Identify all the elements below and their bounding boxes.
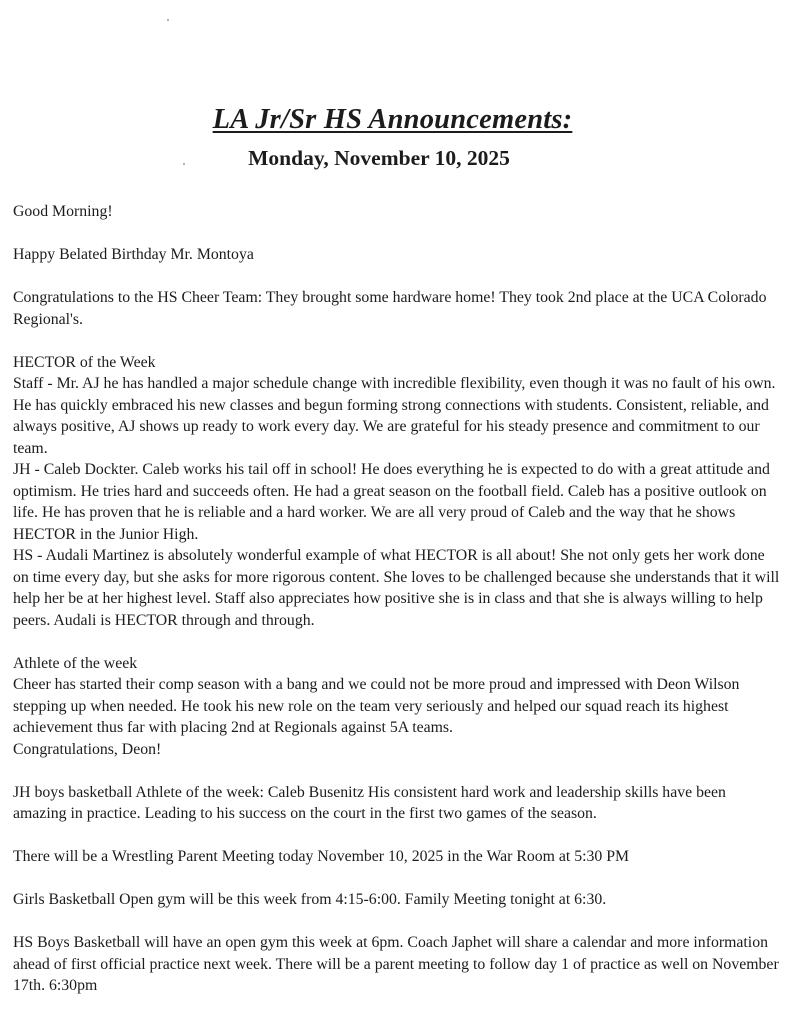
- text-line: ahead of first official practice next week. There will be a parent meeting to follow day 1 of practice as well on November: [13, 955, 779, 973]
- text-line: Cheer has started their comp season with a bang and we could not be more proud and impressed with Deon Wilson: [13, 676, 740, 693]
- announcement-paragraph: [13, 846, 788, 868]
- text-line: JH - Caleb Dockter. Caleb works his tail off in school! He does everything he is expected to do with a great attitude and: [13, 461, 770, 478]
- announcement-date: Monday, November 10, 2025: [248, 146, 510, 170]
- text-line: life. He has proven that he is reliable and a hard worker. We are all very proud of Caleb and the way that he shows: [13, 504, 736, 521]
- text-line: Girls Basketball Open gym will be this week from 4:15-6:00. Family Meeting tonight at 6:30.: [13, 891, 607, 908]
- text-line: He has quickly embraced his new classes and begun forming strong connections with students. Consistent, reliable, and: [13, 396, 769, 414]
- page-title: LA Jr/Sr HS Announcements:: [212, 104, 573, 135]
- text-line: on time every day, but she asks for more rigorous content. She loves to be challenged because she understands that it will: [13, 568, 780, 586]
- text-line: optimism. He tries hard and succeeds often. He had a great season on the football field. Caleb has a positive outlook on: [13, 482, 767, 500]
- announcement-paragraph: [13, 932, 788, 997]
- announcement-paragraph: [13, 889, 788, 911]
- text-line: stepping up when needed. He took his new role on the team very seriously and helped our squad reach its highest: [13, 697, 729, 715]
- announcement-paragraph: [13, 352, 788, 632]
- text-line: Happy Belated Birthday Mr. Montoya: [13, 246, 254, 263]
- scan-speck: [167, 19, 169, 21]
- announcement-paragraph: [13, 287, 788, 330]
- text-line: team.: [13, 439, 48, 457]
- text-line: Good Morning!: [13, 203, 113, 220]
- text-line: There will be a Wrestling Parent Meeting today November 10, 2025 in the War Room at 5:30 PM: [13, 848, 630, 865]
- text-line: peers. Audali is HECTOR through and through.: [13, 611, 315, 629]
- text-line: Staff - Mr. AJ he has handled a major schedule change with incredible flexibility, even though it was no fault of his own.: [13, 375, 776, 392]
- announcement-paragraph: [13, 244, 788, 266]
- announcements-body: [13, 201, 788, 1018]
- text-line: Congratulations to the HS Cheer Team: They brought some hardware home! They took 2nd place at the UCA Colorado: [13, 289, 767, 306]
- text-line: 17th. 6:30pm: [13, 977, 98, 994]
- announcement-paragraph: [13, 201, 788, 223]
- text-line: Regional's.: [13, 310, 83, 328]
- text-line: achievement thus far with placing 2nd at Regionals against 5A teams.: [13, 719, 454, 736]
- text-line: JH boys basketball Athlete of the week: Caleb Busenitz His consistent hard work and leadership skills have been: [13, 783, 726, 801]
- text-line: help her be at her highest level. Staff also appreciates how positive she is in class and that she is always willing to help: [13, 590, 763, 607]
- text-line: Congratulations, Deon!: [13, 740, 162, 758]
- text-line: HECTOR in the Junior High.: [13, 525, 199, 543]
- text-line: HS Boys Basketball will have an open gym this week at 6pm. Coach Japhet will share a calendar and more information: [13, 934, 768, 951]
- announcement-paragraph: [13, 782, 788, 825]
- text-line: HECTOR of the Week: [13, 353, 156, 371]
- text-line: Athlete of the week: [13, 654, 138, 672]
- text-line: HS - Audali Martinez is absolutely wonderful example of what HECTOR is all about! She not only gets her work done: [13, 547, 765, 564]
- text-line: always positive, AJ shows up ready to work every day. We are grateful for his steady presence and commitment to our: [13, 418, 760, 435]
- text-line: amazing in practice. Leading to his success on the court in the first two games of the season.: [13, 805, 597, 822]
- announcement-paragraph: [13, 653, 788, 761]
